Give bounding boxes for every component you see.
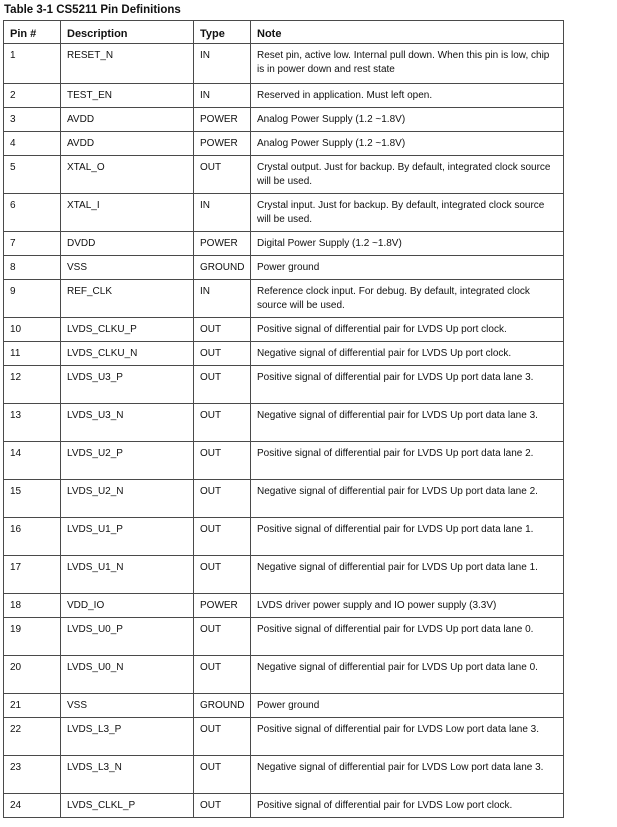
type-cell: OUT bbox=[194, 718, 251, 756]
table-row bbox=[4, 280, 564, 318]
pin-cell: 24 bbox=[4, 794, 61, 818]
note-cell: Analog Power Supply (1.2 ~1.8V) bbox=[251, 132, 564, 156]
note-cell: Positive signal of differential pair for LVDS Low port data lane 3. bbox=[251, 718, 564, 756]
type-cell: GROUND bbox=[194, 694, 251, 718]
description-cell: LVDS_U2_P bbox=[61, 442, 194, 480]
description-cell: LVDS_L3_N bbox=[61, 756, 194, 794]
type-cell: OUT bbox=[194, 756, 251, 794]
note-cell: Crystal input. Just for backup. By default, integrated clock source will be used. bbox=[251, 194, 564, 232]
description-cell: LVDS_CLKU_N bbox=[61, 342, 194, 366]
note-cell: Reserved in application. Must left open. bbox=[251, 84, 564, 108]
type-cell: OUT bbox=[194, 480, 251, 518]
table-row bbox=[4, 594, 564, 618]
description-cell: AVDD bbox=[61, 108, 194, 132]
type-cell: OUT bbox=[194, 156, 251, 194]
table-row bbox=[4, 556, 564, 594]
note-cell: Positive signal of differential pair for LVDS Up port data lane 0. bbox=[251, 618, 564, 656]
table-row bbox=[4, 366, 564, 404]
pin-cell: 14 bbox=[4, 442, 61, 480]
type-cell: OUT bbox=[194, 518, 251, 556]
note-cell: Positive signal of differential pair for LVDS Up port data lane 2. bbox=[251, 442, 564, 480]
note-cell: Positive signal of differential pair for LVDS Up port data lane 1. bbox=[251, 518, 564, 556]
table-row bbox=[4, 44, 564, 84]
note-cell: Power ground bbox=[251, 256, 564, 280]
table-row bbox=[4, 718, 564, 756]
description-cell: LVDS_U1_P bbox=[61, 518, 194, 556]
note-cell: Digital Power Supply (1.2 ~1.8V) bbox=[251, 232, 564, 256]
note-cell: Reset pin, active low. Internal pull down. When this pin is low, chip is in power down and rest state bbox=[251, 44, 564, 84]
header-pin: Pin # bbox=[4, 21, 61, 44]
type-cell: POWER bbox=[194, 132, 251, 156]
table-row bbox=[4, 156, 564, 194]
table-row bbox=[4, 480, 564, 518]
table-row bbox=[4, 694, 564, 718]
type-cell: IN bbox=[194, 84, 251, 108]
description-cell: LVDS_L3_P bbox=[61, 718, 194, 756]
pin-cell: 15 bbox=[4, 480, 61, 518]
note-cell: LVDS driver power supply and IO power supply (3.3V) bbox=[251, 594, 564, 618]
pin-cell: 5 bbox=[4, 156, 61, 194]
pin-cell: 21 bbox=[4, 694, 61, 718]
description-cell: LVDS_U1_N bbox=[61, 556, 194, 594]
type-cell: OUT bbox=[194, 794, 251, 818]
pin-cell: 10 bbox=[4, 318, 61, 342]
pin-cell: 16 bbox=[4, 518, 61, 556]
description-cell: LVDS_U3_P bbox=[61, 366, 194, 404]
table-row bbox=[4, 442, 564, 480]
pin-cell: 13 bbox=[4, 404, 61, 442]
pin-cell: 6 bbox=[4, 194, 61, 232]
description-cell: LVDS_U2_N bbox=[61, 480, 194, 518]
pin-definitions-table bbox=[3, 20, 564, 818]
description-cell: LVDS_CLKU_P bbox=[61, 318, 194, 342]
description-cell: LVDS_U0_P bbox=[61, 618, 194, 656]
description-cell: LVDS_U3_N bbox=[61, 404, 194, 442]
pin-cell: 12 bbox=[4, 366, 61, 404]
type-cell: POWER bbox=[194, 232, 251, 256]
header-type: Type bbox=[194, 21, 251, 44]
type-cell: IN bbox=[194, 280, 251, 318]
type-cell: OUT bbox=[194, 442, 251, 480]
description-cell: RESET_N bbox=[61, 44, 194, 84]
pin-cell: 18 bbox=[4, 594, 61, 618]
pin-cell: 3 bbox=[4, 108, 61, 132]
pin-cell: 9 bbox=[4, 280, 61, 318]
description-cell: VSS bbox=[61, 256, 194, 280]
table-row bbox=[4, 108, 564, 132]
description-cell: VSS bbox=[61, 694, 194, 718]
description-cell: XTAL_I bbox=[61, 194, 194, 232]
description-cell: LVDS_U0_N bbox=[61, 656, 194, 694]
header-note: Note bbox=[251, 21, 564, 44]
note-cell: Negative signal of differential pair for LVDS Low port data lane 3. bbox=[251, 756, 564, 794]
pin-cell: 1 bbox=[4, 44, 61, 84]
description-cell: REF_CLK bbox=[61, 280, 194, 318]
type-cell: OUT bbox=[194, 318, 251, 342]
type-cell: IN bbox=[194, 194, 251, 232]
note-cell: Power ground bbox=[251, 694, 564, 718]
note-cell: Crystal output. Just for backup. By default, integrated clock source will be used. bbox=[251, 156, 564, 194]
pin-cell: 23 bbox=[4, 756, 61, 794]
table-row bbox=[4, 794, 564, 818]
table-row bbox=[4, 618, 564, 656]
note-cell: Reference clock input. For debug. By default, integrated clock source will be used. bbox=[251, 280, 564, 318]
table-caption: Table 3-1 CS5211 Pin Definitions bbox=[4, 4, 181, 16]
note-cell: Negative signal of differential pair for LVDS Up port data lane 2. bbox=[251, 480, 564, 518]
type-cell: POWER bbox=[194, 594, 251, 618]
note-cell: Positive signal of differential pair for LVDS Low port clock. bbox=[251, 794, 564, 818]
type-cell: POWER bbox=[194, 108, 251, 132]
pin-cell: 2 bbox=[4, 84, 61, 108]
table-body bbox=[4, 44, 564, 818]
note-cell: Negative signal of differential pair for LVDS Up port clock. bbox=[251, 342, 564, 366]
pin-cell: 8 bbox=[4, 256, 61, 280]
table-row bbox=[4, 232, 564, 256]
table-row bbox=[4, 756, 564, 794]
type-cell: IN bbox=[194, 44, 251, 84]
type-cell: OUT bbox=[194, 342, 251, 366]
note-cell: Positive signal of differential pair for LVDS Up port data lane 3. bbox=[251, 366, 564, 404]
note-cell: Negative signal of differential pair for LVDS Up port data lane 0. bbox=[251, 656, 564, 694]
table-row bbox=[4, 404, 564, 442]
table-row bbox=[4, 656, 564, 694]
type-cell: OUT bbox=[194, 656, 251, 694]
pin-cell: 22 bbox=[4, 718, 61, 756]
type-cell: OUT bbox=[194, 404, 251, 442]
description-cell: TEST_EN bbox=[61, 84, 194, 108]
description-cell: AVDD bbox=[61, 132, 194, 156]
note-cell: Negative signal of differential pair for LVDS Up port data lane 3. bbox=[251, 404, 564, 442]
table-row bbox=[4, 256, 564, 280]
table-row bbox=[4, 318, 564, 342]
description-cell: LVDS_CLKL_P bbox=[61, 794, 194, 818]
pin-cell: 4 bbox=[4, 132, 61, 156]
table-row bbox=[4, 194, 564, 232]
note-cell: Negative signal of differential pair for LVDS Up port data lane 1. bbox=[251, 556, 564, 594]
description-cell: XTAL_O bbox=[61, 156, 194, 194]
table-row bbox=[4, 518, 564, 556]
pin-cell: 11 bbox=[4, 342, 61, 366]
header-description: Description bbox=[61, 21, 194, 44]
table-row bbox=[4, 132, 564, 156]
type-cell: GROUND bbox=[194, 256, 251, 280]
type-cell: OUT bbox=[194, 366, 251, 404]
pin-cell: 17 bbox=[4, 556, 61, 594]
note-cell: Analog Power Supply (1.2 ~1.8V) bbox=[251, 108, 564, 132]
description-cell: VDD_IO bbox=[61, 594, 194, 618]
note-cell: Positive signal of differential pair for LVDS Up port clock. bbox=[251, 318, 564, 342]
description-cell: DVDD bbox=[61, 232, 194, 256]
type-cell: OUT bbox=[194, 556, 251, 594]
type-cell: OUT bbox=[194, 618, 251, 656]
pin-cell: 7 bbox=[4, 232, 61, 256]
table-header-row bbox=[4, 21, 564, 44]
pin-cell: 20 bbox=[4, 656, 61, 694]
table-row bbox=[4, 342, 564, 366]
table-row bbox=[4, 84, 564, 108]
pin-cell: 19 bbox=[4, 618, 61, 656]
